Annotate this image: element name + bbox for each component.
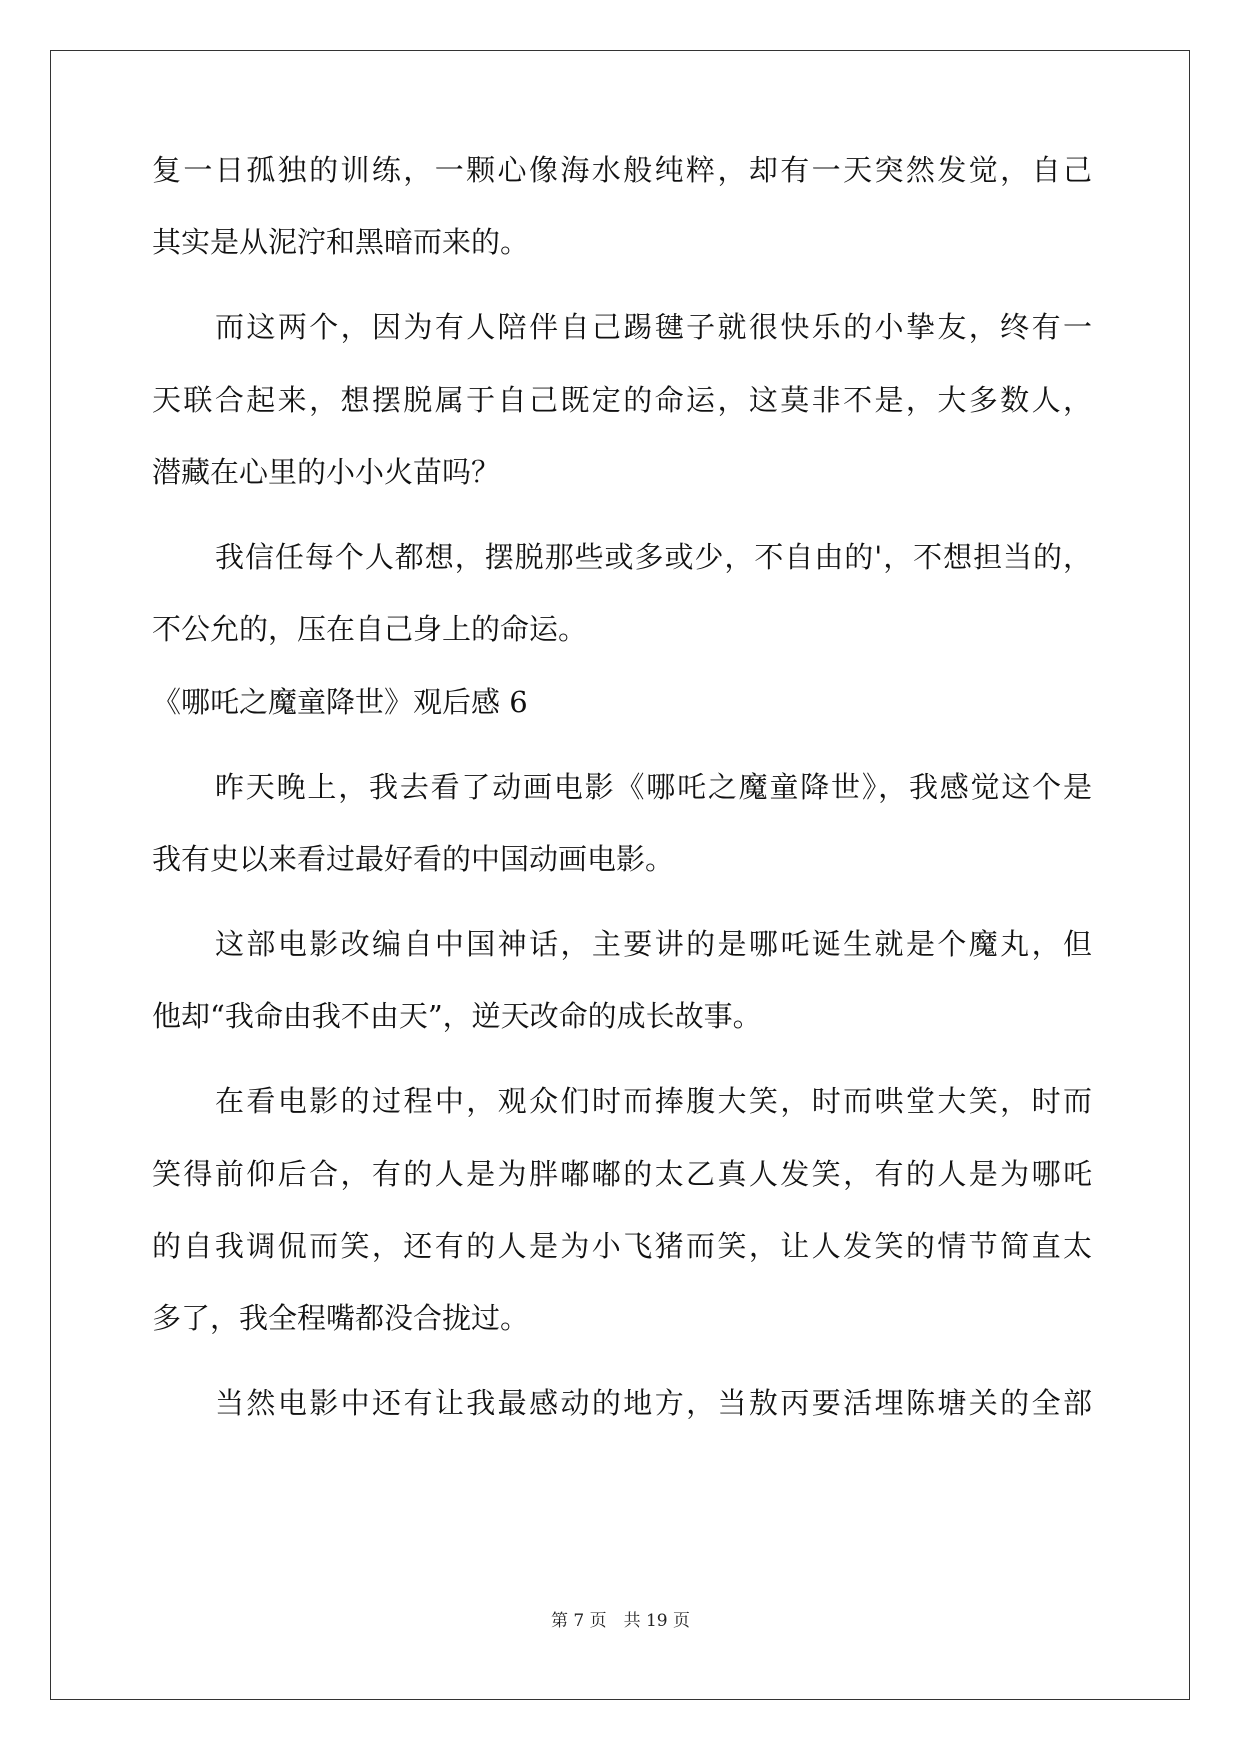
- text-line: 不公允的，压在自己身上的命运。: [152, 612, 588, 646]
- text-line: 昨天晚上，我去看了动画电影《哪吒之魔童降世》，我感觉这个是: [215, 770, 1092, 804]
- section-heading: 《哪吒之魔童降世》观后感 6: [152, 685, 528, 719]
- text-line: 当然电影中还有让我最感动的地方，当敖丙要活埋陈塘关的全部: [215, 1386, 1092, 1420]
- text-line: 在看电影的过程中，观众们时而捧腹大笑，时而哄堂大笑，时而: [215, 1084, 1092, 1118]
- text-line: 他却“我命由我不由天”，逆天改命的成长故事。: [152, 999, 762, 1033]
- page-footer: 第 7 页 共 19 页: [550, 1611, 691, 1631]
- text-line: 笑得前仰后合，有的人是为胖嘟嘟的太乙真人发笑，有的人是为哪吒: [152, 1157, 1092, 1191]
- text-line: 这部电影改编自中国神话，主要讲的是哪吒诞生就是个魔丸，但: [215, 927, 1092, 961]
- text-line: 天联合起来，想摆脱属于自己既定的命运，这莫非不是，大多数人，: [152, 383, 1092, 417]
- text-line: 我信任每个人都想，摆脱那些或多或少，不自由的'，不想担当的，: [215, 540, 1092, 574]
- text-line: 而这两个，因为有人陪伴自己踢毽子就很快乐的小挚友，终有一: [215, 310, 1092, 344]
- text-line: 其实是从泥泞和黑暗而来的。: [152, 225, 530, 259]
- text-line: 复一日孤独的训练，一颗心像海水般纯粹，却有一天突然发觉，自己: [152, 153, 1092, 187]
- text-line: 多了，我全程嘴都没合拢过。: [152, 1301, 530, 1335]
- text-line: 潜藏在心里的小小火苗吗？: [152, 455, 501, 489]
- text-line: 我有史以来看过最好看的中国动画电影。: [152, 842, 675, 876]
- text-line: 的自我调侃而笑，还有的人是为小飞猪而笑，让人发笑的情节简直太: [152, 1229, 1092, 1263]
